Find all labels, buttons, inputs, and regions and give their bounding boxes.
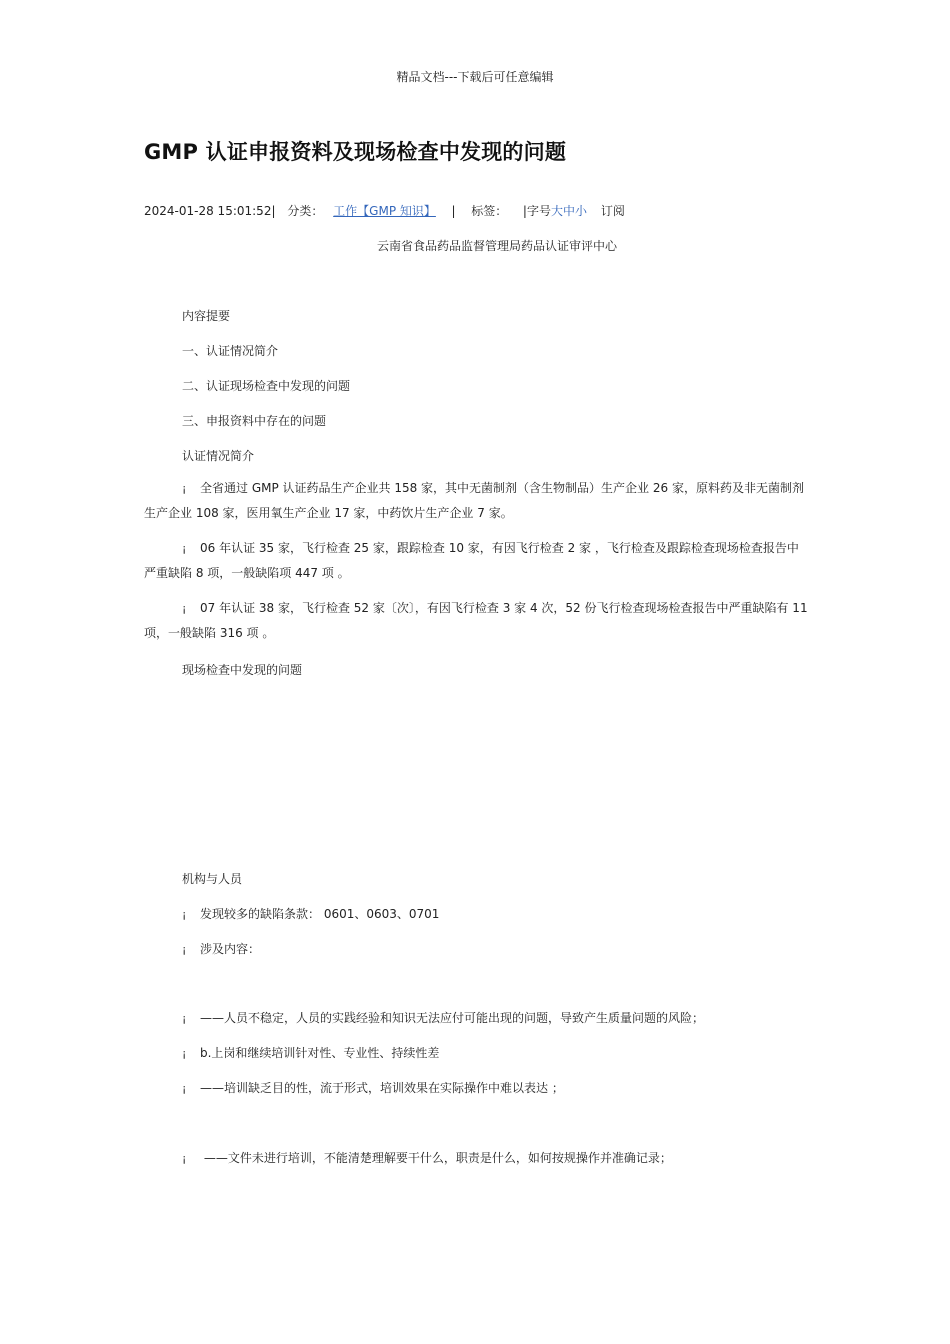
section-heading-intro: 认证情况简介 bbox=[182, 449, 255, 463]
item-text: 涉及内容： bbox=[200, 942, 261, 956]
bullet-glyph: ¡ bbox=[182, 542, 187, 555]
subscribe-link[interactable]: 订阅 bbox=[600, 204, 625, 218]
bullet-glyph: ¡ bbox=[182, 1012, 187, 1025]
tags-label: 标签： bbox=[471, 204, 508, 218]
outline-heading: 内容提要 bbox=[182, 309, 231, 323]
bullet-glyph: ¡ bbox=[182, 943, 187, 956]
font-size-medium-link[interactable]: 中 bbox=[562, 204, 575, 218]
personnel-item bbox=[182, 940, 260, 957]
section-heading-onsite: 现场检查中发现的问题 bbox=[182, 663, 303, 677]
outline-item: 三、申报资料中存在的问题 bbox=[182, 414, 327, 428]
paragraph-text: 06 年认证 35 家，飞行检查 25 家，跟踪检查 10 家，有因飞行检查 2 家 ，飞行检查及跟踪检查现场检查报告中严重缺陷 8 项，一般缺陷项 447 项 。 bbox=[144, 541, 799, 580]
bullet-glyph: ¡ bbox=[182, 602, 187, 615]
post-meta bbox=[144, 202, 625, 219]
personnel-item bbox=[182, 1044, 439, 1061]
page-header: 精品文档---下载后可任意编辑 bbox=[396, 70, 554, 84]
item-text: b.上岗和继续培训针对性、专业性、持续性差 bbox=[200, 1046, 440, 1060]
item-text: ——文件未进行培训，不能清楚理解要干什么，职责是什么，如何按规操作并准确记录； bbox=[200, 1151, 672, 1165]
bullet-glyph: ¡ bbox=[182, 908, 187, 921]
meta-separator: | bbox=[451, 204, 456, 218]
personnel-item bbox=[182, 1079, 564, 1096]
paragraph-text: 全省通过 GMP 认证药品生产企业共 158 家，其中无菌制剂（含生物制品）生产企业 26 家，原料药及非无菌制剂生产企业 108 家，医用氧生产企业 17 家，中药饮片生产企业 7 家。 bbox=[144, 481, 804, 520]
font-size-label: |字号 bbox=[522, 204, 551, 218]
font-size-large-link[interactable]: 大 bbox=[550, 204, 563, 218]
personnel-item bbox=[182, 1009, 704, 1026]
intro-paragraph bbox=[144, 536, 810, 586]
section-heading-personnel: 机构与人员 bbox=[182, 872, 243, 886]
organization-name: 云南省食品药品监督管理局药品认证审评中心 bbox=[377, 239, 618, 253]
intro-paragraph bbox=[144, 476, 810, 526]
bullet-glyph: ¡ bbox=[182, 1152, 187, 1165]
personnel-item bbox=[182, 1149, 672, 1166]
font-size-small-link[interactable]: 小 bbox=[575, 204, 588, 218]
outline-item: 一、认证情况简介 bbox=[182, 344, 279, 358]
category-link[interactable]: 工作【GMP 知识】 bbox=[333, 204, 436, 218]
paragraph-text: 07 年认证 38 家，飞行检查 52 家〔次〕，有因飞行检查 3 家 4 次，52 份飞行检查现场检查报告中严重缺陷有 11 项，一般缺陷 316 项 。 bbox=[144, 601, 808, 640]
post-datetime: 2024-01-28 15:01:52| bbox=[144, 204, 276, 218]
outline-item: 二、认证现场检查中发现的问题 bbox=[182, 379, 351, 393]
bullet-glyph: ¡ bbox=[182, 482, 187, 495]
document-title: GMP 认证申报资料及现场检查中发现的问题 bbox=[144, 140, 567, 164]
category-label: 分类： bbox=[287, 204, 324, 218]
item-text: ——培训缺乏目的性，流于形式，培训效果在实际操作中难以表达 ； bbox=[200, 1081, 564, 1095]
bullet-glyph: ¡ bbox=[182, 1082, 187, 1095]
personnel-item bbox=[182, 905, 439, 922]
bullet-glyph: ¡ bbox=[182, 1047, 187, 1060]
intro-paragraph bbox=[144, 596, 810, 646]
item-text: ——人员不稳定，人员的实践经验和知识无法应付可能出现的问题，导致产生质量问题的风险； bbox=[200, 1011, 705, 1025]
item-text: 发现较多的缺陷条款： 0601、0603、0701 bbox=[200, 907, 440, 921]
